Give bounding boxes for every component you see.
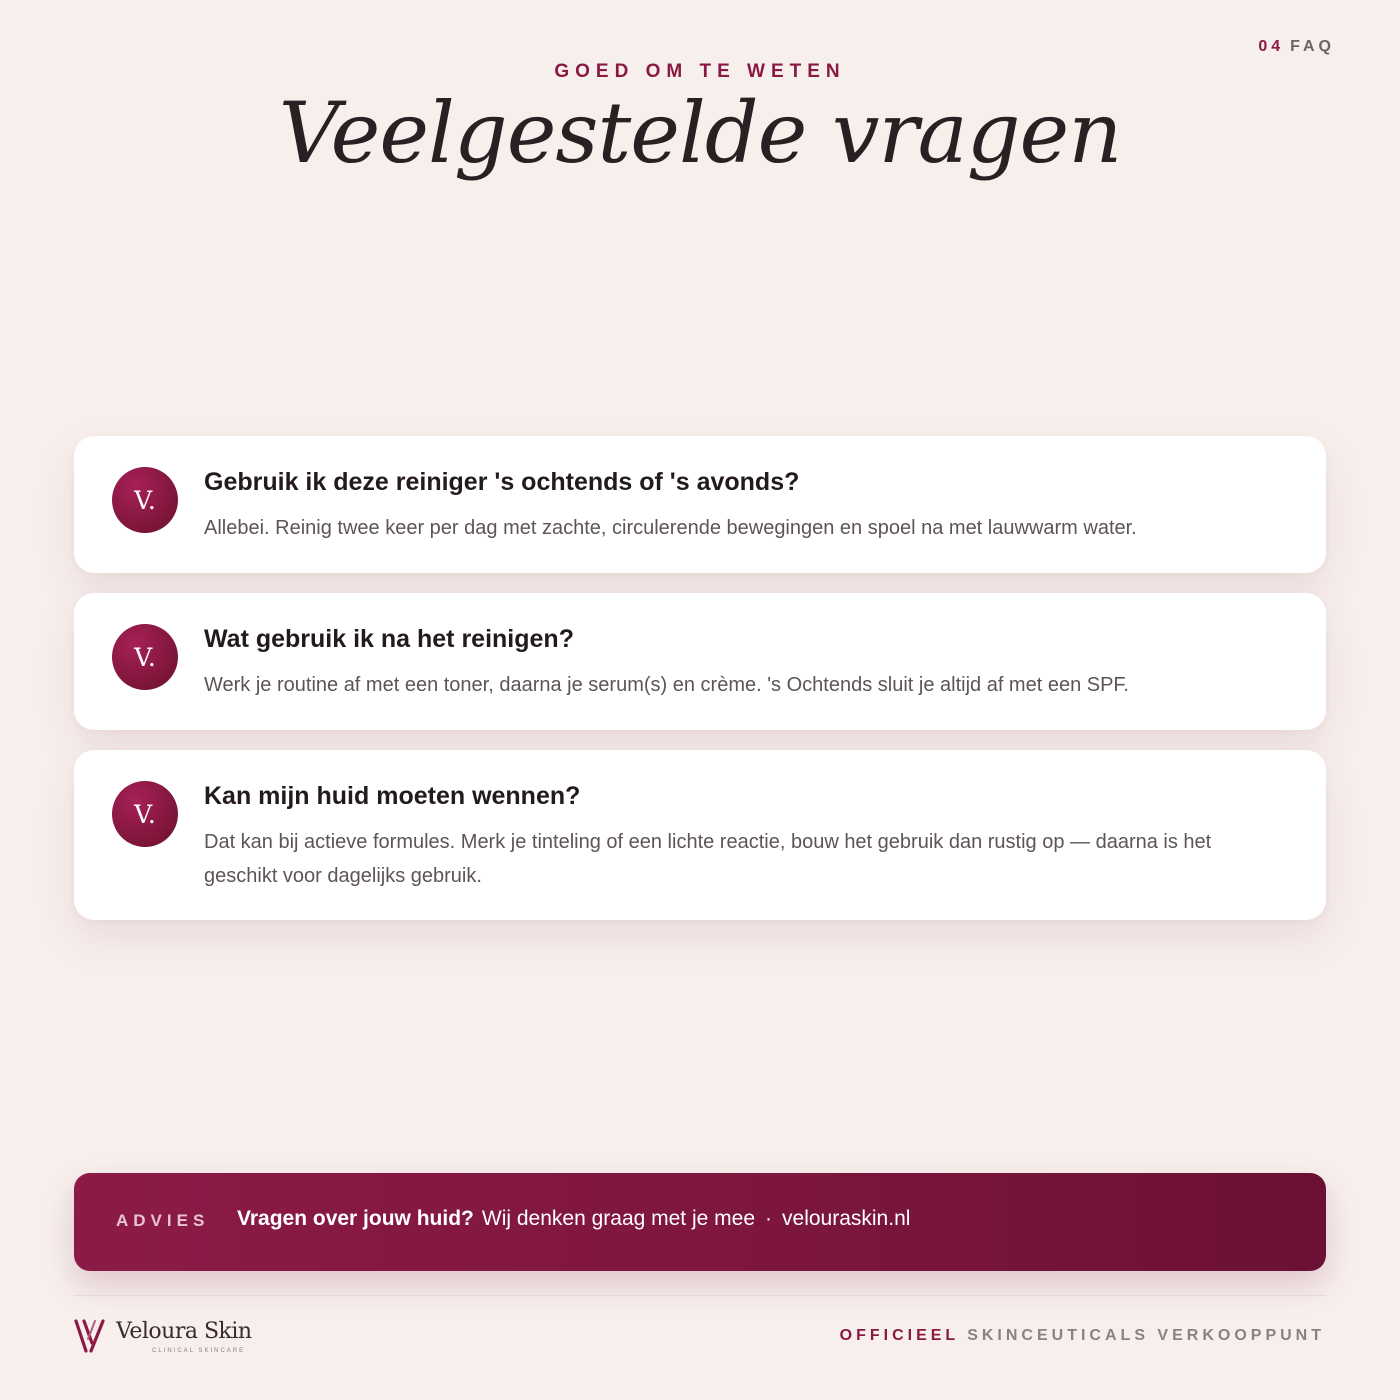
advice-label: ADVIES: [116, 1211, 210, 1230]
eyebrow-label: GOED OM TE WETEN: [554, 61, 846, 82]
brand-logo[interactable]: [74, 1317, 274, 1357]
brand-logo-icon: [74, 1319, 106, 1353]
footer-divider: [74, 1295, 1326, 1296]
brand-tagline: CLINICAL SKINCARE: [152, 1348, 246, 1354]
footer-credential: [840, 1327, 1325, 1345]
advice-banner[interactable]: [74, 1173, 1326, 1271]
faq-badge: V.: [112, 624, 178, 690]
faq-item[interactable]: [74, 436, 1326, 573]
advice-headline: Vragen over jouw huid?: [237, 1207, 474, 1230]
footer-accent-label: OFFICIEEL: [839, 1327, 960, 1344]
faq-question: Gebruik ik deze reiniger 's ochtends of 's avonds?: [204, 468, 800, 496]
faq-badge: V.: [112, 781, 178, 847]
faq-badge: V.: [112, 467, 178, 533]
faq-question: Wat gebruik ik na het reinigen?: [204, 625, 574, 653]
advice-separator: ·: [765, 1207, 773, 1230]
brand-name: Veloura Skin: [116, 1319, 252, 1344]
advice-url-link[interactable]: velouraskin.nl: [782, 1207, 911, 1230]
faq-item[interactable]: [74, 593, 1326, 730]
page-title: Veelgestelde vragen: [278, 84, 1122, 182]
faq-answer: Dat kan bij actieve formules. Merk je tinteling of een lichte reactie, bouw het gebruik dan rustig op — daarna is het geschikt voor dagelijks gebruik.: [204, 831, 1212, 887]
footer-label: SKINCEUTICALS VERKOOPPUNT: [967, 1327, 1325, 1344]
page-indicator: [1258, 38, 1335, 56]
advice-text: [237, 1207, 910, 1231]
faq-answer: Allebei. Reinig twee keer per dag met zachte, circulerende bewegingen en spoel na met lauwwarm water.: [204, 517, 1137, 539]
advice-body: Wij denken graag met je mee: [481, 1207, 756, 1230]
page-number: 04: [1258, 38, 1285, 55]
faq-answer: Werk je routine af met een toner, daarna je serum(s) en crème. 's Ochtends sluit je altijd af met een SPF.: [204, 674, 1129, 696]
faq-item[interactable]: [74, 750, 1326, 920]
page-label: FAQ: [1290, 38, 1335, 55]
faq-question: Kan mijn huid moeten wennen?: [204, 782, 581, 810]
